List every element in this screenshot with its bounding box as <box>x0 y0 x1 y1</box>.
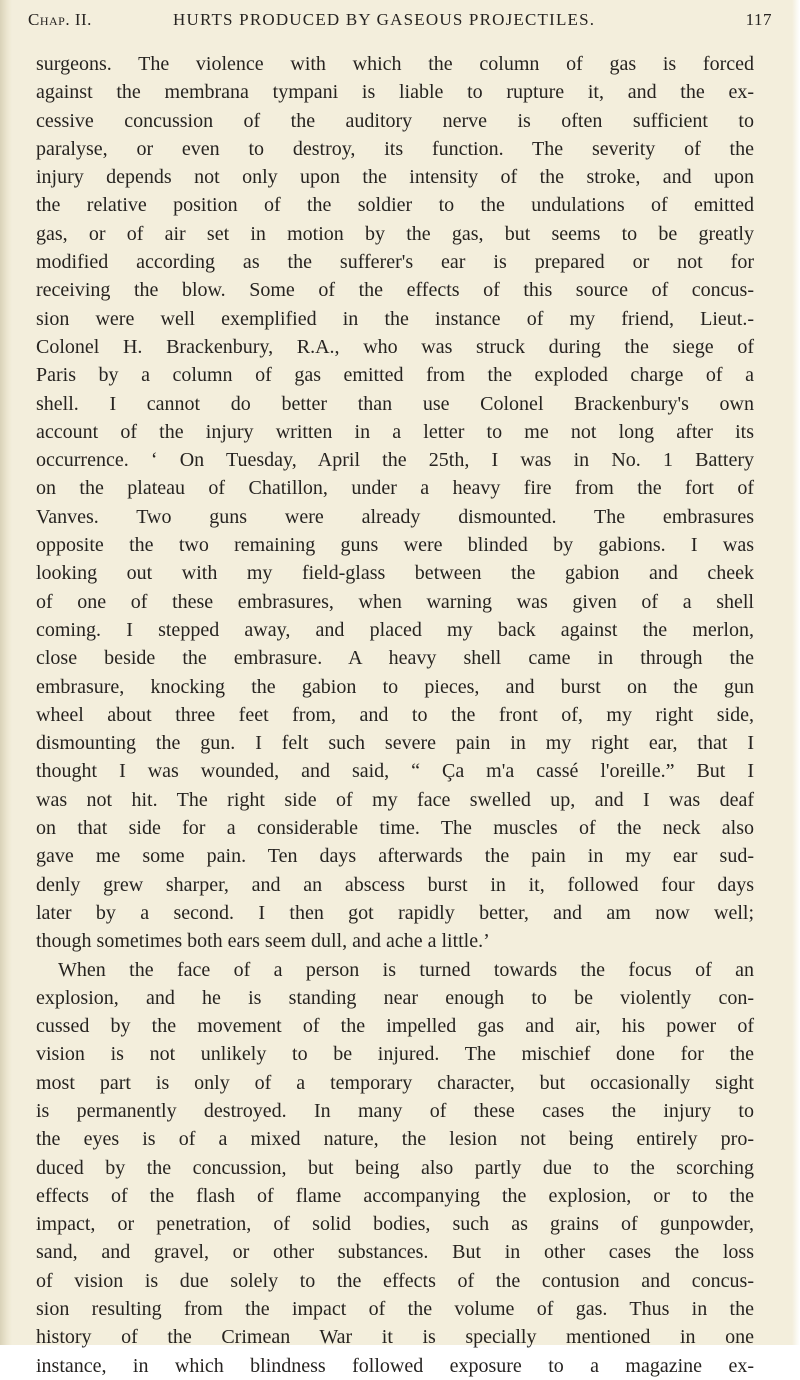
text-line: vision is not unlikely to be injured. The mischief done for the <box>36 1043 754 1066</box>
text-line: effects of the flash of flame accompanying the explosion, or to the <box>36 1184 754 1207</box>
text-line: occurrence. ‘ On Tuesday, April the 25th, I was in No. 1 Battery <box>36 449 754 472</box>
text-line: against the membrana tympani is liable to rupture it, and the ex- <box>36 81 754 104</box>
text-line: explosion, and he is standing near enough to be violently con- <box>36 986 754 1009</box>
running-head <box>28 10 772 34</box>
text-line: though sometimes both ears seem dull, and ache a little.’ <box>36 930 490 953</box>
text-line: of vision is due solely to the effects of the contusion and concus- <box>36 1269 754 1292</box>
text-line: on that side for a considerable time. The muscles of the neck also <box>36 817 754 840</box>
text-line: of one of these embrasures, when warning was given of a shell <box>36 590 754 613</box>
text-line: paralyse, or even to destroy, its function. The severity of the <box>36 137 754 160</box>
text-line: on the plateau of Chatillon, under a heavy fire from the fort of <box>36 477 754 500</box>
running-title: HURTS PRODUCED BY GASEOUS PROJECTILES. <box>173 10 596 29</box>
text-line: was not hit. The right side of my face swelled up, and I was deaf <box>36 788 754 811</box>
text-line: Vanves. Two guns were already dismounted. The embrasures <box>36 505 754 528</box>
text-line: cussed by the movement of the impelled gas and air, his power of <box>36 1015 754 1038</box>
text-line: wheel about three feet from, and to the front of, my right side, <box>36 703 754 726</box>
text-line: looking out with my field-glass between the gabion and cheek <box>36 562 754 585</box>
text-line: shell. I cannot do better than use Colonel Brackenbury's own <box>36 392 754 415</box>
text-line: When the face of a person is turned towards the focus of an <box>58 958 754 981</box>
text-line: the eyes is of a mixed nature, the lesion not being entirely pro- <box>36 1128 754 1151</box>
text-line: gas, or of air set in motion by the gas, but seems to be greatly <box>36 222 754 245</box>
text-line: sand, and gravel, or other substances. But in other cases the loss <box>36 1241 754 1264</box>
text-line: coming. I stepped away, and placed my back against the merlon, <box>36 618 754 641</box>
page-right-edge <box>792 0 800 1345</box>
text-line: Colonel H. Brackenbury, R.A., who was struck during the siege of <box>36 335 754 358</box>
text-line: opposite the two remaining guns were blinded by gabions. I was <box>36 534 754 557</box>
text-line: is permanently destroyed. In many of these cases the injury to <box>36 1099 754 1122</box>
chapter-label: Chap. II. <box>28 10 92 29</box>
text-line: receiving the blow. Some of the effects of this source of concus- <box>36 279 754 302</box>
text-line: account of the injury written in a letter to me not long after its <box>36 420 754 443</box>
text-line: dismounting the gun. I felt such severe pain in my right ear, that I <box>36 732 754 755</box>
text-line: denly grew sharper, and an abscess burst in it, followed four days <box>36 873 754 896</box>
text-line: sion resulting from the impact of the volume of gas. Thus in the <box>36 1298 754 1321</box>
text-line: history of the Crimean War it is specially mentioned in one <box>36 1326 754 1349</box>
text-line: sion were well exemplified in the instance of my friend, Lieut.- <box>36 307 754 330</box>
text-line: Paris by a column of gas emitted from the exploded charge of a <box>36 364 754 387</box>
text-line: gave me some pain. Ten days afterwards the pain in my ear sud- <box>36 845 754 868</box>
text-line: modified according as the sufferer's ear is prepared or not for <box>36 251 754 274</box>
text-line: surgeons. The violence with which the column of gas is forced <box>36 53 754 75</box>
text-line: most part is only of a temporary character, but occasionally sight <box>36 1071 754 1094</box>
page-number: 117 <box>745 10 772 29</box>
text-line: thought I was wounded, and said, “ Ça m'a cassé l'oreille.” But I <box>36 760 754 783</box>
text-line: impact, or penetration, of solid bodies, such as grains of gunpowder, <box>36 1213 754 1236</box>
text-line: later by a second. I then got rapidly better, and am now well; <box>36 901 754 924</box>
text-line: close beside the embrasure. A heavy shell came in through the <box>36 647 754 670</box>
text-line: instance, in which blindness followed exposure to a magazine ex- <box>36 1354 754 1377</box>
page-binding-edge <box>0 0 12 1345</box>
text-line: injury depends not only upon the intensity of the stroke, and upon <box>36 166 754 189</box>
body-text <box>36 50 754 1380</box>
text-line: cessive concussion of the auditory nerve is often sufficient to <box>36 109 754 132</box>
text-line: embrasure, knocking the gabion to pieces, and burst on the gun <box>36 675 754 698</box>
text-line: the relative position of the soldier to the undulations of emitted <box>36 194 754 217</box>
text-line: duced by the concussion, but being also partly due to the scorching <box>36 1156 754 1179</box>
